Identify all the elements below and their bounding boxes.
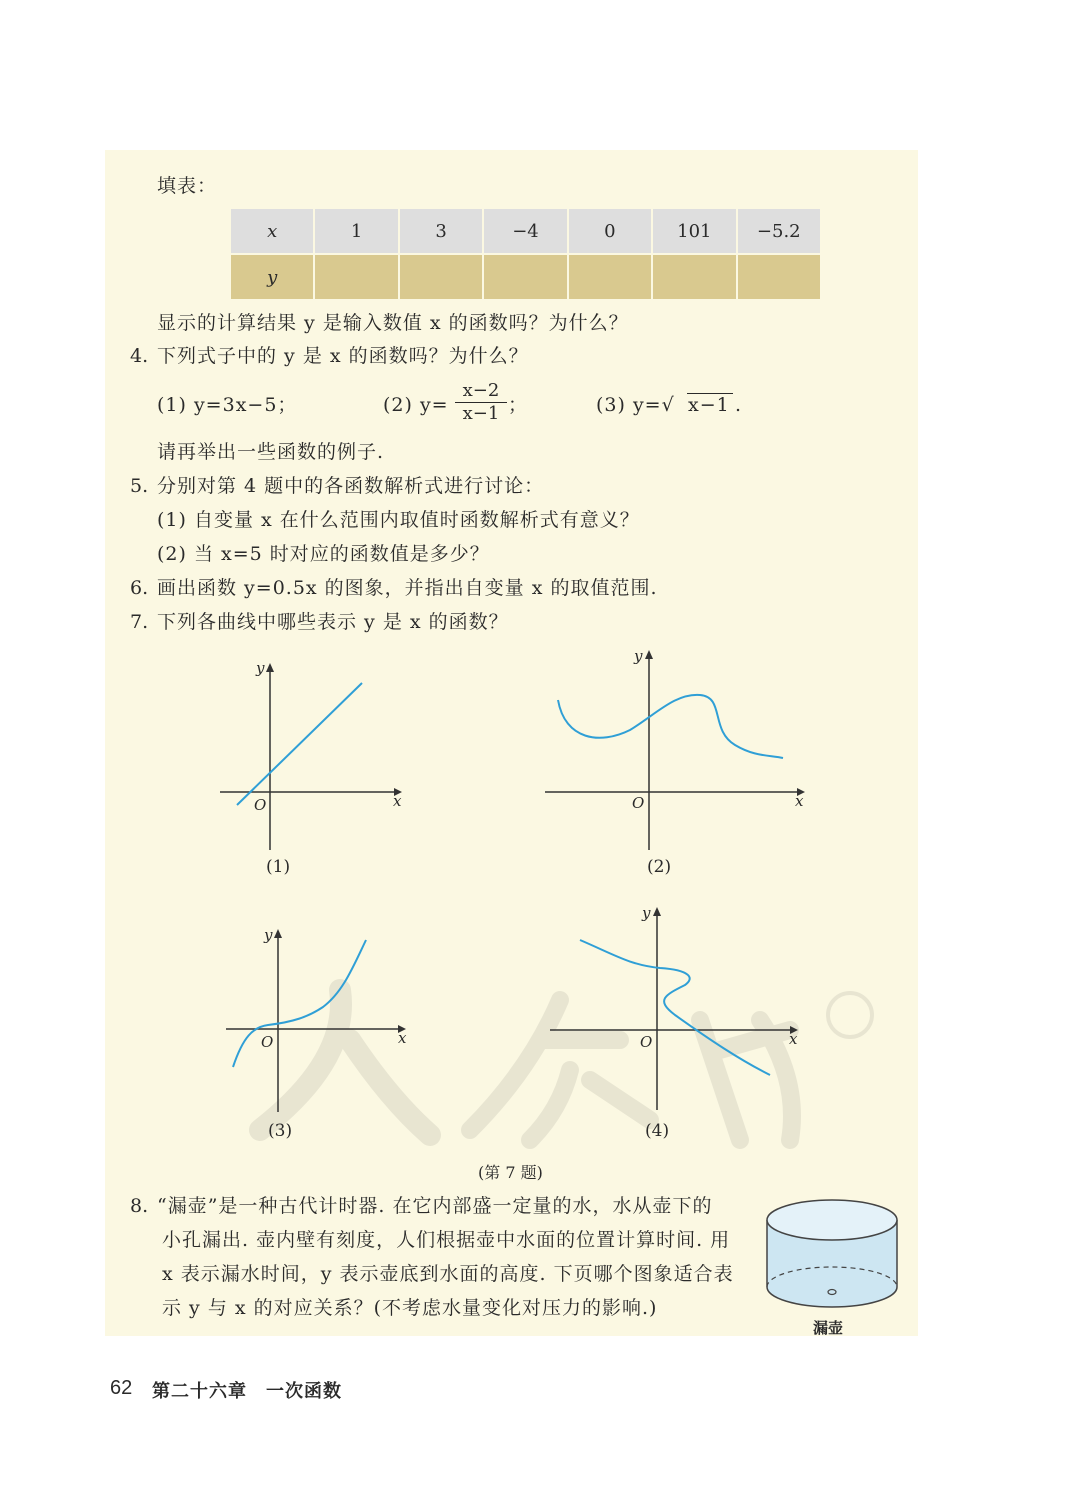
water-clock-illustration — [760, 1195, 905, 1315]
y-axis-arrow — [266, 663, 274, 672]
table-header-y: y — [231, 255, 313, 299]
table-cell-x: 1 — [315, 209, 397, 253]
water-clock-caption: 漏壶 — [813, 1320, 844, 1337]
table-cell-y-blank[interactable] — [569, 255, 651, 299]
table-cell-y-blank[interactable] — [653, 255, 735, 299]
q4-item2-prefix: (2) y= — [383, 394, 449, 416]
q3-followup: 显示的计算结果 y 是输入数值 x 的函数吗？为什么？ — [157, 312, 629, 334]
q5-sub1: (1) 自变量 x 在什么范围内取值时函数解析式有意义？ — [157, 509, 640, 531]
q8-line1: “漏壶”是一种古代计时器. 在它内部盛一定量的水，水从壶下的 — [157, 1195, 713, 1217]
origin-label: O — [261, 1033, 274, 1051]
curve-increasing — [233, 940, 366, 1067]
table-cell-x: 3 — [400, 209, 482, 253]
q5-text: 分别对第 4 题中的各函数解析式进行讨论： — [157, 475, 545, 497]
x-axis-label: x — [393, 792, 402, 810]
table-row-x — [231, 209, 820, 253]
y-axis-label: y — [256, 659, 265, 677]
x-axis-label: x — [398, 1029, 407, 1047]
origin-label: O — [640, 1033, 653, 1051]
graph-1 — [210, 655, 410, 855]
y-axis-arrow — [274, 929, 282, 938]
fraction-numerator: x−2 — [462, 380, 500, 401]
q8-line3: x 表示漏水时间，y 表示壶底到水面的高度. 下页哪个图象适合表 — [162, 1263, 734, 1285]
page-number: 62 — [110, 1377, 133, 1399]
table-header-x: x — [231, 209, 313, 253]
graph-1-caption: (1) — [266, 857, 291, 877]
origin-label: O — [254, 796, 267, 814]
table-cell-y-blank[interactable] — [738, 255, 820, 299]
x-axis-label: x — [795, 792, 804, 810]
graph-3-caption: (3) — [268, 1121, 293, 1141]
q4-followup: 请再举出一些函数的例子. — [157, 441, 385, 463]
curve-wave — [558, 695, 783, 758]
table-cell-x: 0 — [569, 209, 651, 253]
graph-3 — [218, 922, 418, 1117]
y-axis-arrow — [645, 650, 653, 659]
chapter-title: 第二十六章 一次函数 — [152, 1381, 342, 1401]
q8-line4: 示 y 与 x 的对应关系？(不考虑水量变化对压力的影响.) — [162, 1297, 658, 1319]
graph-4-caption: (4) — [645, 1121, 670, 1141]
fill-in-table — [229, 207, 822, 301]
vessel-rim — [767, 1200, 897, 1240]
q4-item3-radicand: x−1 — [688, 394, 730, 416]
q7-number: 7. — [130, 611, 149, 633]
q4-item2-fraction — [455, 381, 507, 424]
table-cell-y-blank[interactable] — [315, 255, 397, 299]
table-intro: 填表： — [157, 175, 218, 197]
y-axis-arrow — [653, 907, 661, 916]
q4-item3-prefix: (3) y=√ — [596, 394, 675, 416]
q4-item2-suffix: ； — [508, 394, 529, 416]
q8-number: 8. — [130, 1195, 149, 1217]
origin-label: O — [632, 794, 645, 812]
q6-text: 画出函数 y=0.5x 的图象，并指出自变量 x 的取值范围. — [157, 577, 658, 599]
q4-item3-suffix: . — [735, 394, 743, 416]
table-cell-x: −5.2 — [738, 209, 820, 253]
graph-2-caption: (2) — [647, 857, 672, 877]
q5-sub2: (2) 当 x=5 时对应的函数值是多少？ — [157, 543, 490, 565]
q4-number: 4. — [130, 345, 149, 367]
y-axis-label: y — [634, 647, 643, 665]
table-row-y — [231, 255, 820, 299]
q5-number: 5. — [130, 475, 149, 497]
y-axis-label: y — [264, 926, 273, 944]
graph-4 — [545, 900, 810, 1115]
x-axis-label: x — [789, 1030, 798, 1048]
q8-line2: 小孔漏出. 壶内壁有刻度，人们根据壶中水面的位置计算时间. 用 — [162, 1229, 731, 1251]
table-cell-y-blank[interactable] — [400, 255, 482, 299]
curve-line — [237, 683, 362, 805]
figure-caption: (第 7 题) — [478, 1163, 543, 1182]
table-cell-y-blank[interactable] — [484, 255, 566, 299]
fraction-denominator: x−1 — [462, 403, 500, 424]
curve-s-shape — [580, 940, 770, 1075]
table-cell-x: 101 — [653, 209, 735, 253]
y-axis-label: y — [642, 904, 651, 922]
table-cell-x: −4 — [484, 209, 566, 253]
q6-number: 6. — [130, 577, 149, 599]
q4-item1: (1) y=3x−5； — [157, 394, 298, 416]
graph-2 — [540, 645, 815, 855]
q7-text: 下列各曲线中哪些表示 y 是 x 的函数？ — [157, 611, 509, 633]
q4-text: 下列式子中的 y 是 x 的函数吗？为什么？ — [157, 345, 529, 367]
